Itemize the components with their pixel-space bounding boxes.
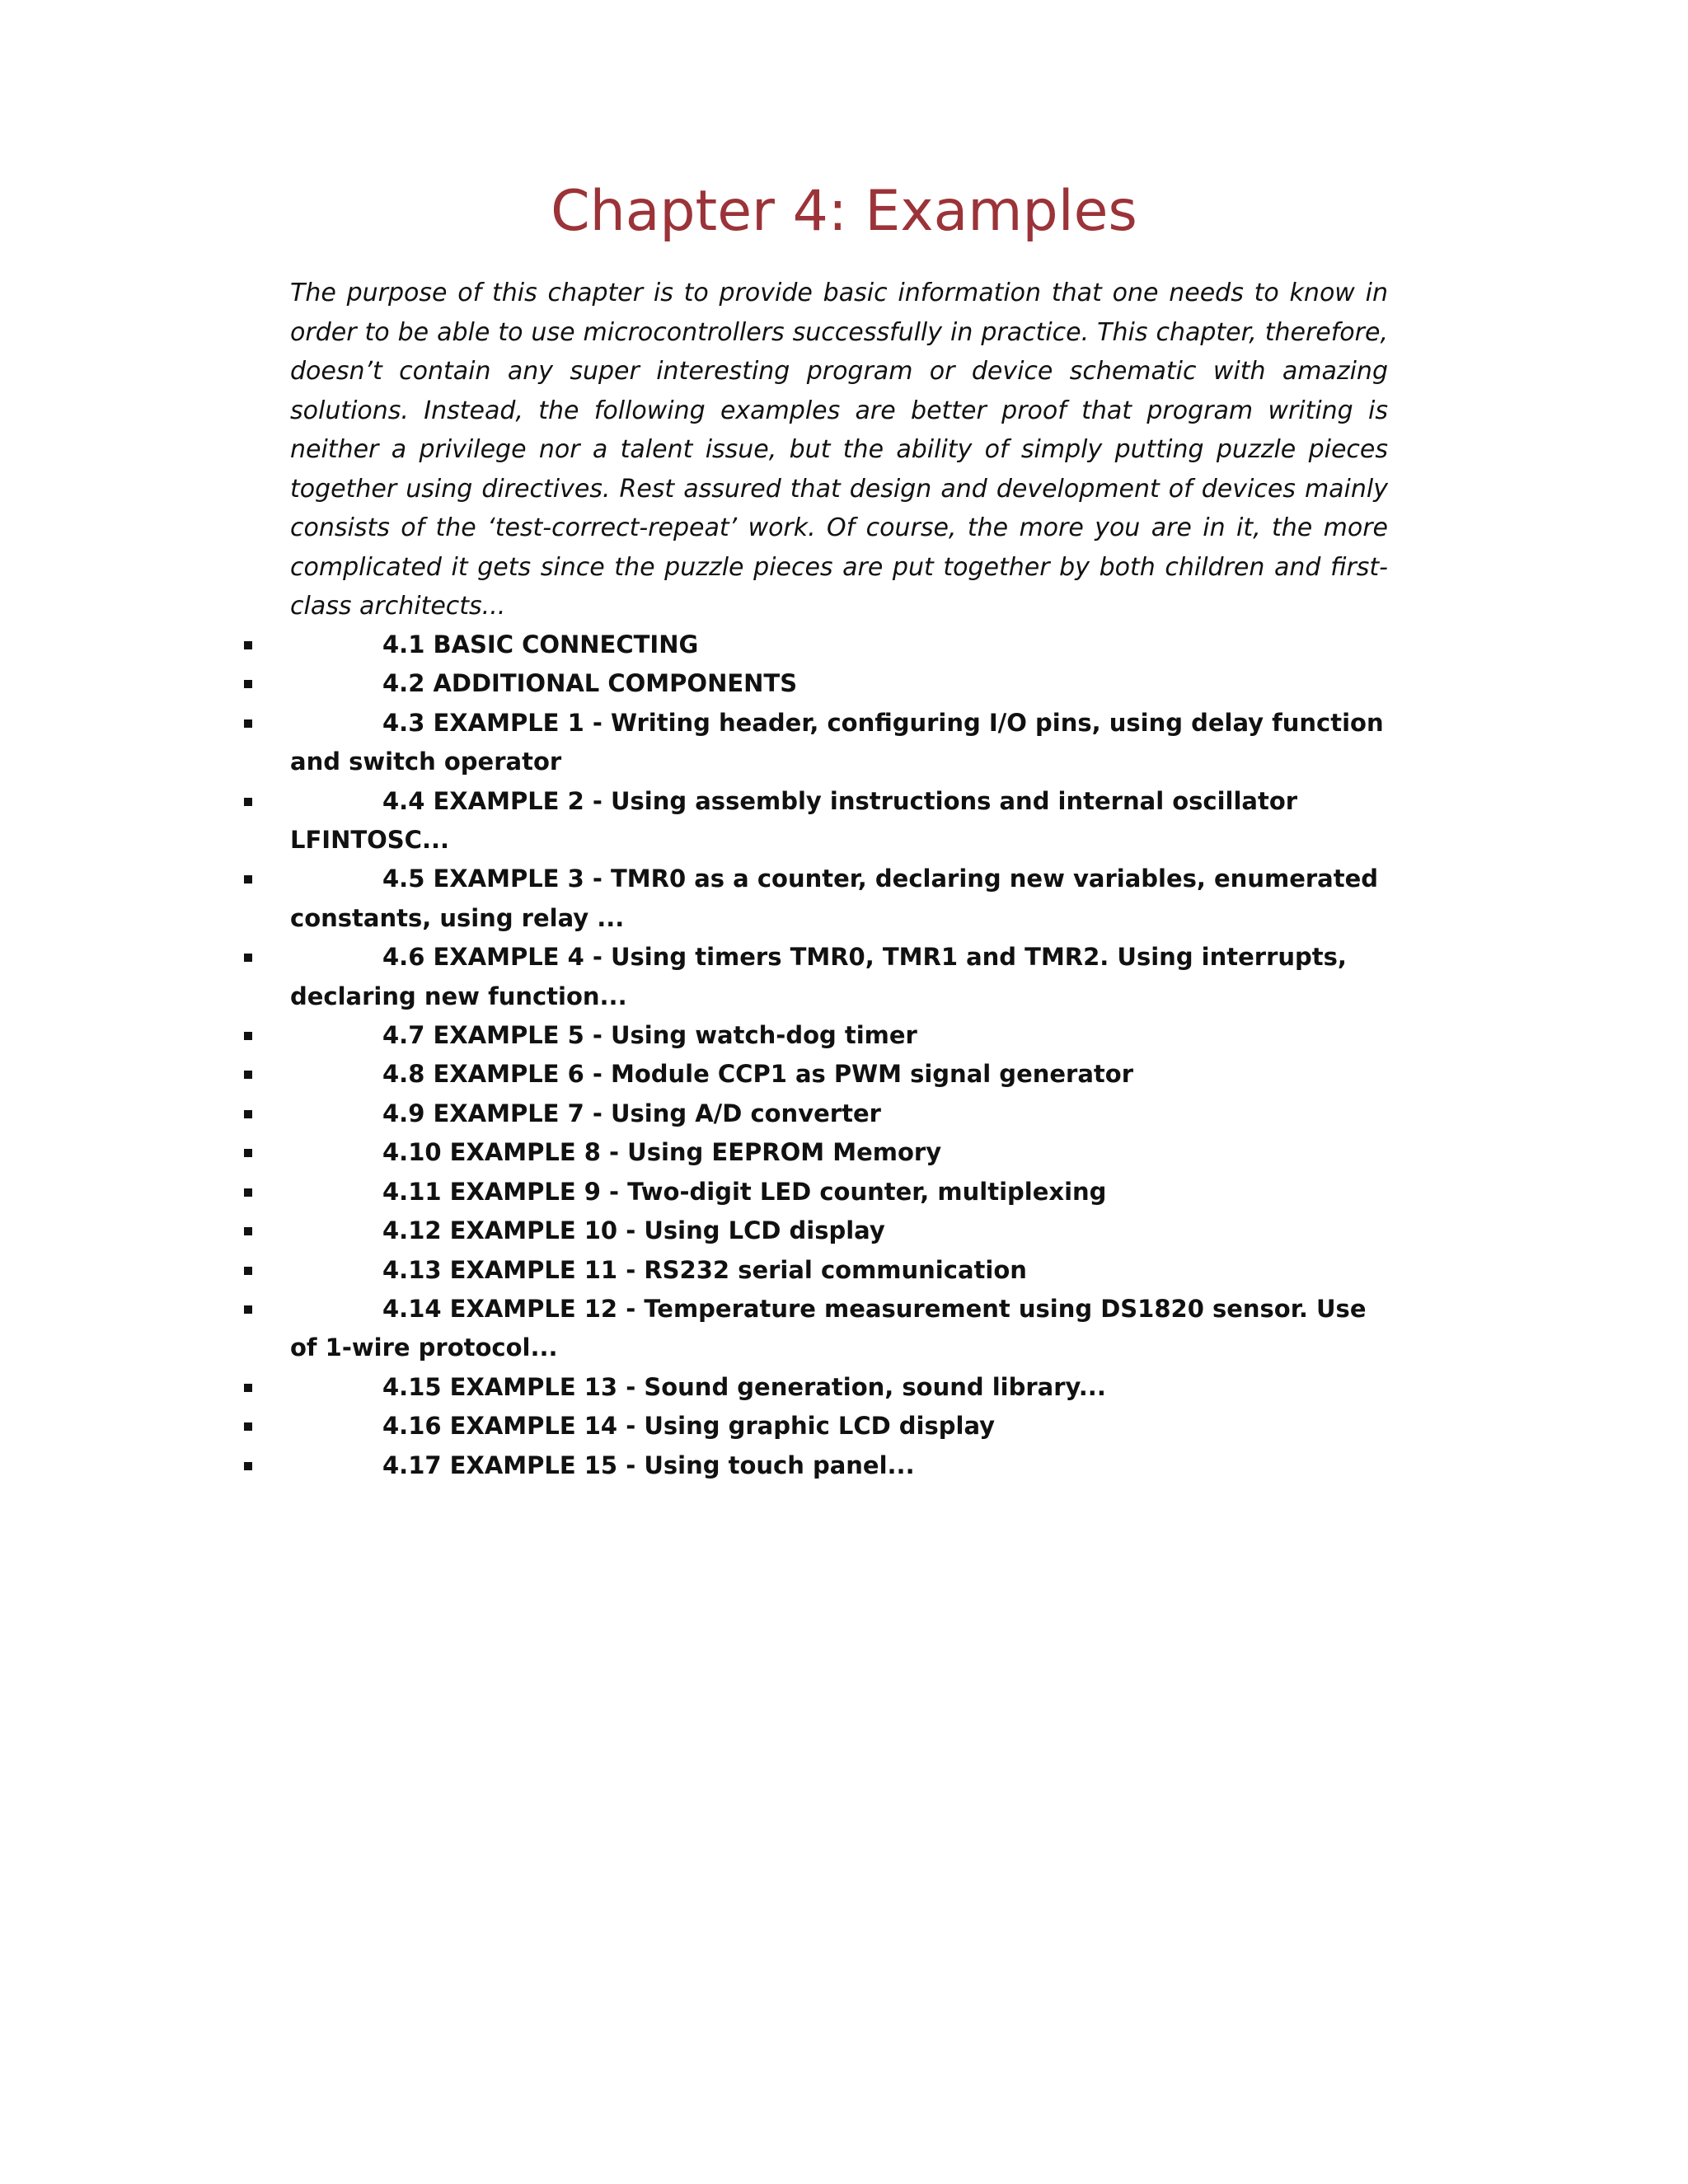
square-bullet-icon xyxy=(244,1267,252,1275)
toc-item-label: 4.6 EXAMPLE 4 - Using timers TMR0, TMR1 and TMR2. Using interrupts, declaring new function... xyxy=(290,943,1347,1010)
toc-item-label: 4.7 EXAMPLE 5 - Using watch-dog timer xyxy=(382,1021,917,1050)
chapter-title: Chapter 4: Examples xyxy=(551,179,1137,244)
toc-item-4-2[interactable] xyxy=(0,664,1388,703)
toc-item-label: 4.9 EXAMPLE 7 - Using A/D converter xyxy=(382,1099,881,1127)
toc-item-4-10[interactable] xyxy=(0,1133,1388,1172)
toc-item-label: 4.8 EXAMPLE 6 - Module CCP1 as PWM signal generator xyxy=(382,1060,1134,1089)
toc-item-label: 4.15 EXAMPLE 13 - Sound generation, sound library... xyxy=(382,1372,1106,1401)
toc-item-label: 4.11 EXAMPLE 9 - Two-digit LED counter, multiplexing xyxy=(382,1177,1107,1206)
toc-item-4-11[interactable] xyxy=(0,1173,1388,1212)
square-bullet-icon xyxy=(244,1384,252,1392)
toc-item-4-3[interactable] xyxy=(0,704,1388,782)
toc-item-label: 4.10 EXAMPLE 8 - Using EEPROM Memory xyxy=(382,1138,942,1167)
square-bullet-icon xyxy=(244,680,252,688)
toc-item-4-12[interactable] xyxy=(0,1212,1388,1250)
square-bullet-icon xyxy=(244,1071,252,1079)
toc-item-4-15[interactable] xyxy=(0,1368,1388,1407)
toc-item-label: 4.12 EXAMPLE 10 - Using LCD display xyxy=(382,1216,885,1245)
toc-item-label: 4.4 EXAMPLE 2 - Using assembly instructions and internal oscillator LFINTOSC... xyxy=(290,786,1298,855)
square-bullet-icon xyxy=(244,1188,252,1197)
toc-item-4-8[interactable] xyxy=(0,1055,1388,1094)
toc-item-4-1[interactable] xyxy=(0,626,1388,664)
toc-item-4-14[interactable] xyxy=(0,1290,1388,1368)
table-of-contents xyxy=(0,626,1688,1485)
toc-item-4-7[interactable] xyxy=(0,1016,1388,1055)
square-bullet-icon xyxy=(244,1149,252,1157)
toc-item-label: 4.2 ADDITIONAL COMPONENTS xyxy=(382,669,798,698)
square-bullet-icon xyxy=(244,798,252,806)
square-bullet-icon xyxy=(244,641,252,649)
square-bullet-icon xyxy=(244,1110,252,1118)
square-bullet-icon xyxy=(244,1032,252,1040)
square-bullet-icon xyxy=(244,1305,252,1314)
square-bullet-icon xyxy=(244,719,252,728)
toc-item-label: 4.1 BASIC CONNECTING xyxy=(382,630,699,658)
toc-item-4-5[interactable] xyxy=(0,860,1388,938)
toc-item-4-13[interactable] xyxy=(0,1251,1388,1290)
square-bullet-icon xyxy=(244,1422,252,1431)
square-bullet-icon xyxy=(244,875,252,883)
toc-item-4-4[interactable] xyxy=(0,782,1388,860)
toc-item-label: 4.16 EXAMPLE 14 - Using graphic LCD display xyxy=(382,1412,996,1441)
toc-item-4-17[interactable] xyxy=(0,1446,1388,1485)
square-bullet-icon xyxy=(244,954,252,962)
toc-item-4-16[interactable] xyxy=(0,1407,1388,1446)
toc-item-label: 4.5 EXAMPLE 3 - TMR0 as a counter, declaring new variables, enumerated constants, using relay ... xyxy=(290,865,1379,932)
toc-item-label: 4.17 EXAMPLE 15 - Using touch panel... xyxy=(382,1451,915,1479)
square-bullet-icon xyxy=(244,1462,252,1470)
square-bullet-icon xyxy=(244,1227,252,1235)
toc-item-label: 4.13 EXAMPLE 11 - RS232 serial communication xyxy=(382,1255,1027,1284)
toc-item-label: 4.3 EXAMPLE 1 - Writing header, configuring I/O pins, using delay function and switch operator xyxy=(290,708,1384,776)
toc-item-4-9[interactable] xyxy=(0,1094,1388,1133)
chapter-intro: The purpose of this chapter is to provide basic information that one needs to know in order to be able to use microcontrollers successfully in practice. This chapter, therefore, doesn’t contain any super interesting program or device schematic with amazing solutions. Instead, the following examples are better proof that program writing is neither a privilege nor a talent issue, but the ability of simply putting puzzle pieces together using directives. Rest assured that design and development of devices mainly consists of the ‘test-correct-repeat’ work. Of course, the more you are in it, the more complicated it gets since the puzzle pieces are put together by both children and first-class architects... xyxy=(290,279,1388,621)
toc-item-4-6[interactable] xyxy=(0,938,1388,1016)
toc-item-label: 4.14 EXAMPLE 12 - Temperature measurement using DS1820 sensor. Use of 1-wire protocol... xyxy=(290,1294,1367,1362)
